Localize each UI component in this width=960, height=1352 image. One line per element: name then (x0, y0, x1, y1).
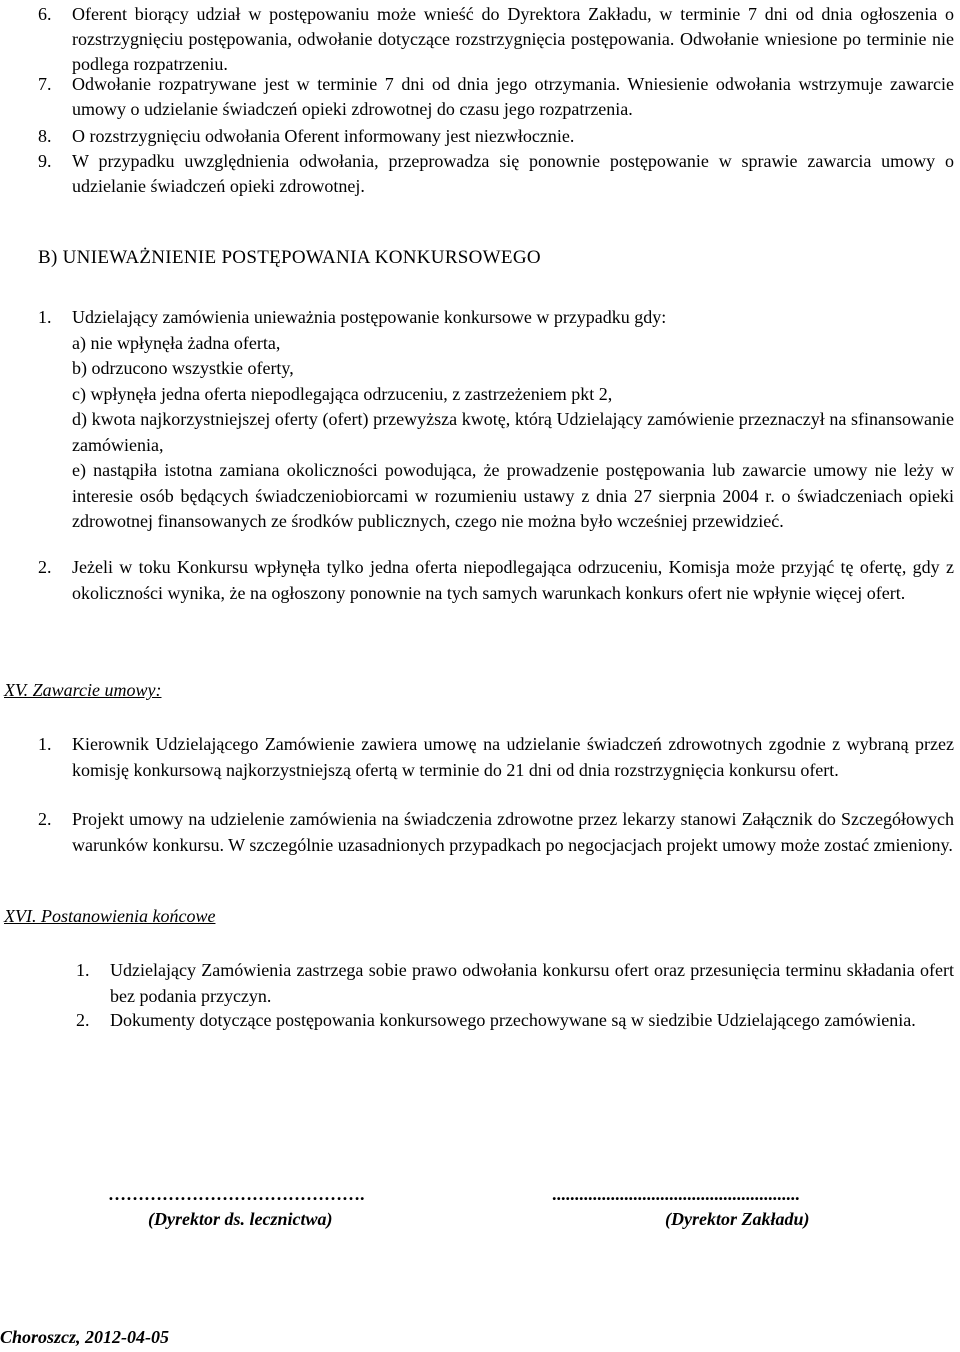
list-item (38, 2, 954, 77)
item-number: 2. (38, 809, 52, 829)
right-signature-role: (Dyrektor Zakładu) (665, 1209, 810, 1229)
item-number: 1. (38, 307, 52, 327)
sub-point: a) nie wpłynęła żadna oferta, (72, 332, 281, 353)
item-number: 6. (38, 4, 52, 24)
item-text: O rozstrzygnięciu odwołania Oferent informowany jest niezwłocznie. (72, 126, 575, 146)
sub-point: d) kwota najkorzystniejszej oferty (ofert) przewyższa kwotę, którą Udzielający zamówienie przeznaczył na sfinansowanie zamówienia, (72, 409, 954, 455)
item-text: Odwołanie rozpatrywane jest w terminie 7 dni od dnia jego otrzymania. Wniesienie odwołania wstrzymuje zawarcie umowy o udzielanie świadczeń opieki zdrowotnej do czasu jego rozpatrzenia. (72, 74, 954, 119)
item-number: 2. (76, 1010, 90, 1030)
item-number: 1. (76, 960, 90, 980)
section-b-heading: B) UNIEWAŻNIENIE POSTĘPOWANIA KONKURSOWEGO (38, 247, 541, 268)
list-item (38, 555, 954, 606)
left-signature-line: ……………………………………. (108, 1184, 365, 1204)
list-item (38, 149, 954, 199)
item-text: Projekt umowy na udzielenie zamówienia na świadczenia zdrowotne przez lekarzy stanowi Załącznik do Szczegółowych warunków konkursu. W szczególnie uzasadnionych przypadkach po negocjacjach projekt umowy może zostać zmieniony. (72, 809, 954, 855)
place-date: Choroszcz, 2012-04-05 (0, 1327, 170, 1347)
item-number: 7. (38, 74, 52, 94)
item-text: Kierownik Udzielającego Zamówienie zawiera umowę na udzielanie świadczeń zdrowotnych zgodnie z wybraną przez komisję konkursową najkorzystniejszą ofertą w terminie do 21 dni od dnia rozstrzygnięcia konkursu ofert. (72, 734, 954, 780)
item-number: 2. (38, 557, 52, 577)
section-xvi-heading: XVI. Postanowienia końcowe (4, 906, 216, 926)
item-text: Jeżeli w toku Konkursu wpłynęła tylko jedna oferta niepodlegająca odrzuceniu, Komisja może przyjąć tę ofertę, gdy z okoliczności wynika, że na ogłoszony ponownie na tych samych warunkach konkurs ofert nie wpłynie więcej ofert. (72, 557, 954, 603)
item-number: 1. (38, 734, 52, 754)
sub-point: e) nastąpiła istotna zamiana okoliczności powodująca, że prowadzenie postępowania lub zawarcie umowy nie leży w interesie osób będących świadczeniobiorcami w rozumieniu ustawy z dnia 27 sierpnia 2004 r. o świadczeniach opieki zdrowotnej finansowanych ze środków publicznych, czego nie można było wcześniej przewidzieć. (72, 460, 954, 531)
item-number: 8. (38, 126, 52, 146)
item-number: 9. (38, 151, 52, 171)
item-text: Oferent biorący udział w postępowaniu może wnieść do Dyrektora Zakładu, w terminie 7 dni od dnia ogłoszenia o rozstrzygnięciu postępowania, odwołanie dotyczące rozstrzygnięcia postępowania. Odwołanie wniesione po terminie nie podlega rozpatrzeniu. (72, 4, 954, 74)
item-text: W przypadku uwzględnienia odwołania, przeprowadza się ponownie postępowanie w sprawie zawarcia umowy o udzielanie świadczeń opieki zdrowotnej. (72, 151, 954, 196)
list-item (38, 124, 954, 149)
sub-point: b) odrzucono wszystkie oferty, (72, 358, 294, 378)
item-text: Dokumenty dotyczące postępowania konkursowego przechowywane są w siedzibie Udzielającego zamówienia. (110, 1010, 916, 1030)
section-xv-heading: XV. Zawarcie umowy: (4, 680, 162, 700)
list-item (76, 1008, 954, 1034)
list-item (38, 732, 954, 783)
right-signature-line: ....................................................... (552, 1184, 800, 1204)
item-text: Udzielający Zamówienia zastrzega sobie prawo odwołania konkursu ofert oraz przesunięcia terminu składania ofert bez podania przyczyn. (110, 960, 954, 1006)
left-signature-role: (Dyrektor ds. lecznictwa) (148, 1209, 333, 1229)
list-item (76, 958, 954, 1009)
sub-point: c) wpłynęła jedna oferta niepodlegająca odrzuceniu, z zastrzeżeniem pkt 2, (72, 383, 613, 404)
list-item (38, 72, 954, 122)
list-item (38, 305, 954, 535)
item-intro: Udzielający zamówienia unieważnia postępowanie konkursowe w przypadku gdy: (72, 307, 667, 327)
list-item (38, 807, 954, 858)
